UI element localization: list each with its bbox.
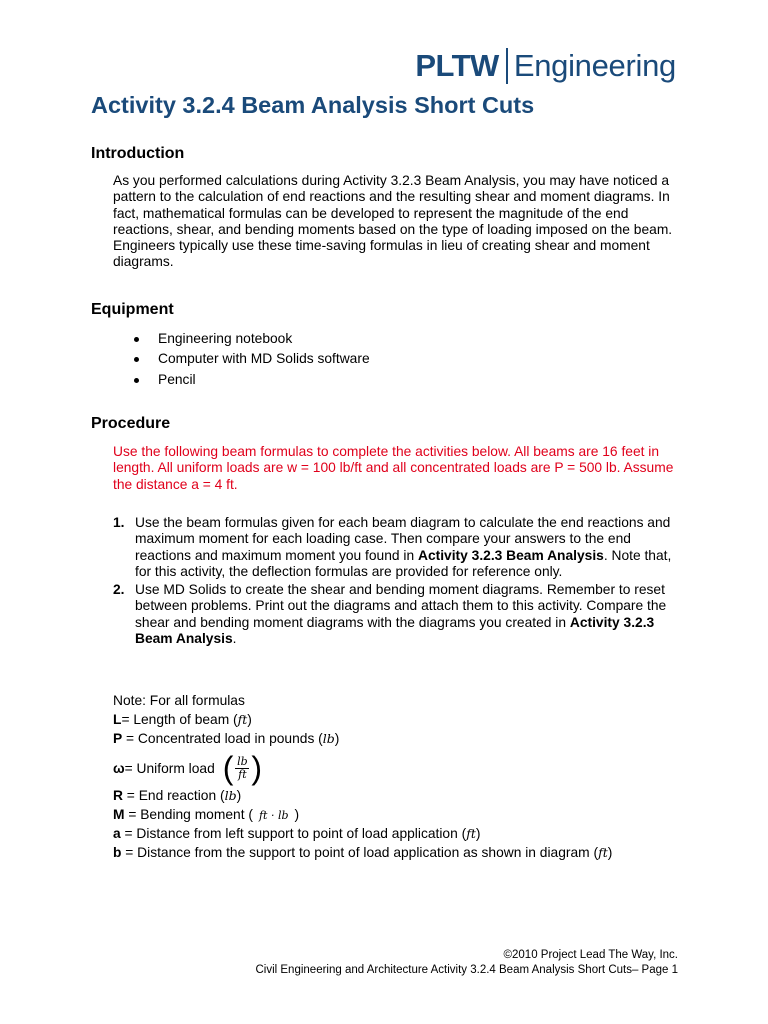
introduction-heading: Introduction xyxy=(91,145,185,162)
procedure-instruction: Use the following beam formulas to complete the activities below. All beams are 16 feet in length. All uniform loads are w = 100 lb/ft and all concentrated loads are P = 500 lb. Assume the distance a = 4 ft. xyxy=(113,444,674,492)
bullet-icon xyxy=(134,337,139,342)
page-footer xyxy=(255,948,678,977)
list-item: 2. Use MD Solids to create the shear and bending moment diagrams. Remember to reset between problems. Print out the diagrams and attach them to this activity. Compare the shear and bending moment diagrams with the diagrams you created in Activity 3.2.3 Beam Analysis. xyxy=(113,582,667,647)
note-length: L= Length of beam (ft) xyxy=(113,712,252,727)
equipment-list xyxy=(113,331,370,392)
footer-copyright: ©2010 Project Lead The Way, Inc. xyxy=(503,949,678,961)
logo-product: Engineering xyxy=(513,48,676,83)
note-uniform-load: ω = Uniform load ( $\frac{lb}{ft}$ ) xyxy=(113,750,263,786)
note-concentrated-load: P = Concentrated load in pounds (lb) xyxy=(113,731,340,746)
note-bending-moment: M = Bending moment ( ft · lb ) xyxy=(113,807,300,822)
note-distance-b: b = Distance from the support to point of load application as shown in diagram (ft) xyxy=(113,845,613,860)
note-distance-a: a = Distance from left support to point of load application (ft) xyxy=(113,826,481,841)
procedure-heading: Procedure xyxy=(91,415,171,432)
notes-intro: Note: For all formulas xyxy=(113,693,245,708)
list-item: Computer with MD Solids software xyxy=(113,351,370,371)
logo-divider xyxy=(506,48,508,84)
logo-brand: PLTW xyxy=(415,48,499,83)
bullet-icon xyxy=(134,378,139,383)
formula-notes xyxy=(113,692,612,863)
equipment-heading: Equipment xyxy=(91,301,174,318)
bullet-icon xyxy=(134,357,139,362)
list-item: Engineering notebook xyxy=(113,331,370,351)
footer-course: Civil Engineering and Architecture Activity 3.2.4 Beam Analysis Short Cuts– Page 1 xyxy=(255,963,678,976)
list-item: 1. Use the beam formulas given for each beam diagram to calculate the end reactions and maximum moment for each loading case. Then compare your answers to the end reactions and maximum moment you found in Activity 3.2.3 Beam Analysis. Note that, for this activity, the deflection formulas are provided for reference only. xyxy=(113,515,672,579)
list-item: Pencil xyxy=(113,372,370,392)
uniform-load-unit: ( $\frac{lb}{ft}$ ) xyxy=(222,750,263,786)
pltw-engineering-logo xyxy=(415,46,676,86)
procedure-steps xyxy=(113,515,688,647)
page-title: Activity 3.2.4 Beam Analysis Short Cuts xyxy=(91,92,535,118)
introduction-text: As you performed calculations during Activity 3.2.3 Beam Analysis, you may have noticed a pattern to the calculation of end reactions and the resulting shear and moment diagrams. In fact, mathematical formulas can be developed to represent the magnitude of the end reactions, shear, and bending moments based on the type of loading imposed on the beam. Engineers typically use these time-saving formulas in lieu of creating shear and moment diagrams. xyxy=(113,173,673,270)
note-end-reaction: R = End reaction (lb) xyxy=(113,788,242,803)
